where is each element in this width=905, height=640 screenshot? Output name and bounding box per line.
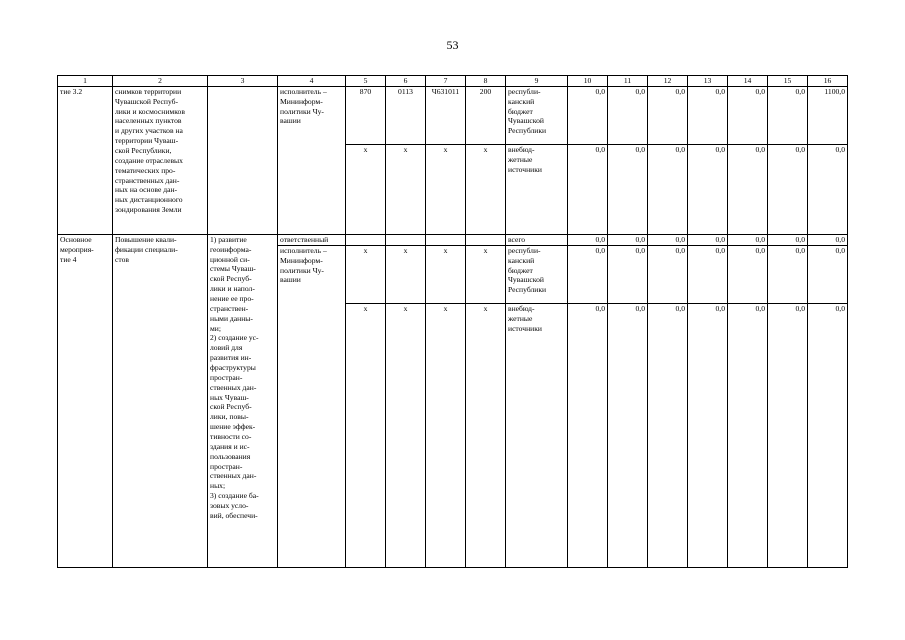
column-number: 13 bbox=[688, 76, 728, 87]
column-number: 8 bbox=[466, 76, 506, 87]
funding-source: республи- канский бюджет Чувашской Республики bbox=[506, 245, 568, 303]
budget-table bbox=[57, 75, 848, 568]
value-cell: 0,0 bbox=[648, 86, 688, 144]
code-c8: х bbox=[466, 303, 506, 567]
value-cell: 0,0 bbox=[768, 86, 808, 144]
value-cell: 0,0 bbox=[608, 303, 648, 567]
column-number: 3 bbox=[208, 76, 278, 87]
code-c6: 0113 bbox=[386, 86, 426, 144]
code-c8: х bbox=[466, 144, 506, 234]
value-cell: 0,0 bbox=[648, 144, 688, 234]
value-cell: 0,0 bbox=[768, 234, 808, 245]
event-label: Основное мероприя- тие 4 bbox=[58, 234, 113, 567]
column-number: 2 bbox=[113, 76, 208, 87]
event-name: Повышение квали- фикации специали- стов bbox=[113, 234, 208, 567]
column-number: 5 bbox=[346, 76, 386, 87]
value-cell: 0,0 bbox=[808, 234, 848, 245]
value-cell: 0,0 bbox=[568, 303, 608, 567]
value-cell: 0,0 bbox=[728, 86, 768, 144]
executor-responsible: ответственный bbox=[278, 234, 346, 245]
funding-source: республи- канский бюджет Чувашской Республики bbox=[506, 86, 568, 144]
value-cell: 0,0 bbox=[648, 303, 688, 567]
code-c6: х bbox=[386, 303, 426, 567]
code-c7 bbox=[426, 234, 466, 245]
value-cell: 0,0 bbox=[568, 245, 608, 303]
code-c7: х bbox=[426, 144, 466, 234]
value-cell: 0,0 bbox=[608, 245, 648, 303]
value-cell: 1100,0 bbox=[808, 86, 848, 144]
value-cell: 0,0 bbox=[768, 303, 808, 567]
value-cell: 0,0 bbox=[688, 234, 728, 245]
value-cell: 0,0 bbox=[568, 144, 608, 234]
event-name: снимков территории Чувашской Респуб- лики и космоснимков населенных пунктов и других участков на территории Чуваш- ской Республики, создание отраслевых тематических про- странственных дан- ных на основе дан- ных дистанционного зондирования Земли bbox=[113, 86, 208, 234]
column-number: 16 bbox=[808, 76, 848, 87]
event-executor: исполнитель – Мининформ- политики Чу- вашии bbox=[278, 245, 346, 567]
value-cell: 0,0 bbox=[808, 245, 848, 303]
code-c8: 200 bbox=[466, 86, 506, 144]
funding-source: внебюд- жетные источники bbox=[506, 303, 568, 567]
code-c5: х bbox=[346, 303, 386, 567]
column-number: 6 bbox=[386, 76, 426, 87]
code-c6: х bbox=[386, 245, 426, 303]
event-label: тие 3.2 bbox=[58, 86, 113, 234]
value-cell: 0,0 bbox=[608, 86, 648, 144]
value-cell: 0,0 bbox=[568, 86, 608, 144]
code-c8: х bbox=[466, 245, 506, 303]
column-number-row bbox=[58, 76, 848, 87]
value-cell: 0,0 bbox=[768, 144, 808, 234]
code-c5 bbox=[346, 234, 386, 245]
value-cell: 0,0 bbox=[728, 234, 768, 245]
column-number: 9 bbox=[506, 76, 568, 87]
code-c7: х bbox=[426, 303, 466, 567]
value-cell: 0,0 bbox=[608, 144, 648, 234]
funding-source: всего bbox=[506, 234, 568, 245]
value-cell: 0,0 bbox=[728, 245, 768, 303]
column-number: 10 bbox=[568, 76, 608, 87]
column-number: 7 bbox=[426, 76, 466, 87]
value-cell: 0,0 bbox=[608, 234, 648, 245]
value-cell: 0,0 bbox=[768, 245, 808, 303]
event-target bbox=[208, 86, 278, 234]
event-executor: исполнитель – Мининформ- политики Чу- вашии bbox=[278, 86, 346, 234]
code-c8 bbox=[466, 234, 506, 245]
value-cell: 0,0 bbox=[688, 303, 728, 567]
code-c5: х bbox=[346, 245, 386, 303]
column-number: 1 bbox=[58, 76, 113, 87]
column-number: 14 bbox=[728, 76, 768, 87]
column-number: 15 bbox=[768, 76, 808, 87]
column-number: 12 bbox=[648, 76, 688, 87]
value-cell: 0,0 bbox=[808, 144, 848, 234]
code-c7: Ч631011 bbox=[426, 86, 466, 144]
value-cell: 0,0 bbox=[648, 234, 688, 245]
code-c5: х bbox=[346, 144, 386, 234]
column-number: 4 bbox=[278, 76, 346, 87]
value-cell: 0,0 bbox=[688, 245, 728, 303]
page-number: 53 bbox=[446, 38, 459, 52]
event-target: 1) развитие геоинформа- ционной си- стемы Чуваш- ской Респуб- лики и напол- нение ее про- странствен- ными данны- ми; 2) создание ус- ловий для развития ин- фраструктуры простран- ственных дан- ных Чуваш- ской Респуб- лики, повы- шение эффек- тивности со- здания и ис- пользования простран- ственных дан- ных; 3) создание ба- зовых усло- вий, обеспечи- bbox=[208, 234, 278, 567]
funding-source: внебюд- жетные источники bbox=[506, 144, 568, 234]
value-cell: 0,0 bbox=[688, 86, 728, 144]
value-cell: 0,0 bbox=[568, 234, 608, 245]
code-c6: х bbox=[386, 144, 426, 234]
value-cell: 0,0 bbox=[808, 303, 848, 567]
column-number: 11 bbox=[608, 76, 648, 87]
code-c7: х bbox=[426, 245, 466, 303]
table-row bbox=[58, 86, 848, 144]
code-c6 bbox=[386, 234, 426, 245]
code-c5: 870 bbox=[346, 86, 386, 144]
value-cell: 0,0 bbox=[648, 245, 688, 303]
value-cell: 0,0 bbox=[688, 144, 728, 234]
table-row bbox=[58, 234, 848, 245]
value-cell: 0,0 bbox=[728, 144, 768, 234]
value-cell: 0,0 bbox=[728, 303, 768, 567]
